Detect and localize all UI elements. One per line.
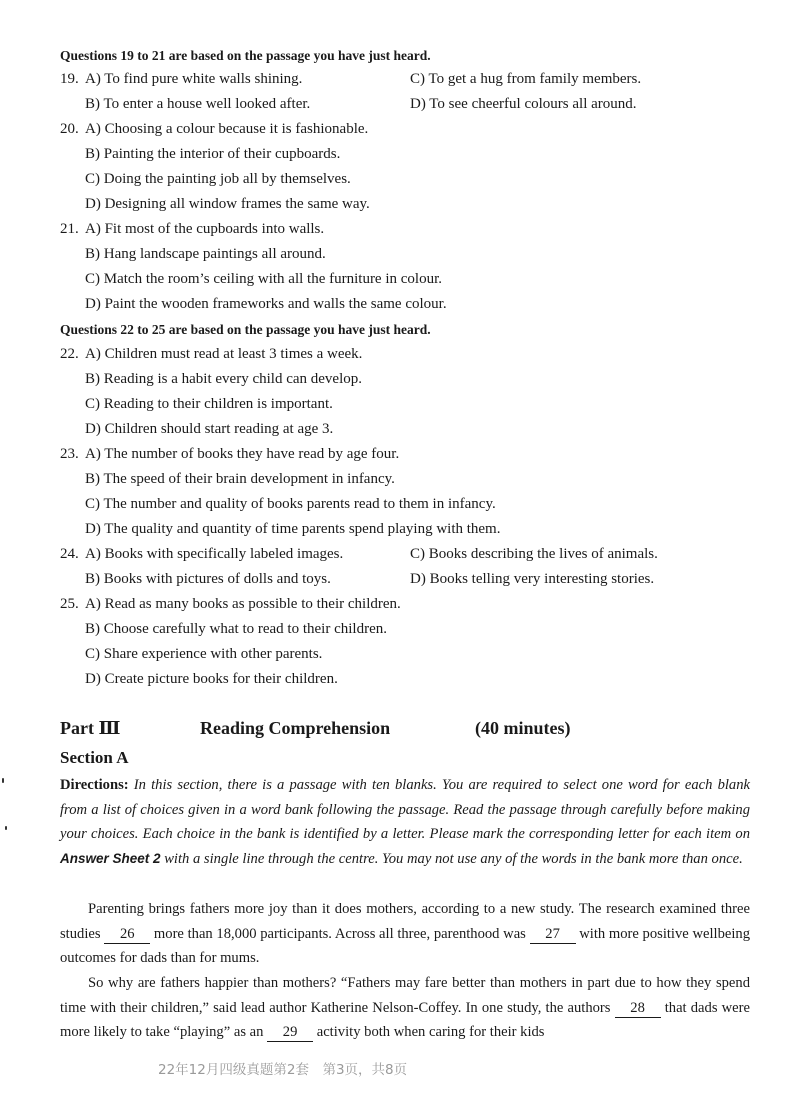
q19-option-b: B) To enter a house well looked after. <box>85 96 311 112</box>
q22-option-a: A) Children must read at least 3 times a week. <box>85 346 363 362</box>
questions-22-25-header: Questions 22 to 25 are based on the passage you have just heard. <box>60 322 431 337</box>
passage-p2-s3: activity both when caring for their kids <box>313 1024 545 1041</box>
page-footer: 22年12月四级真题第2套 第3页，共8页 <box>158 1062 408 1078</box>
question-19-number: 19. <box>60 71 79 87</box>
blank-27: 27 <box>530 925 576 944</box>
directions-label: Directions: <box>60 777 129 793</box>
q25-option-d: D) Create picture books for their children. <box>85 671 338 687</box>
q24-option-c: C) Books describing the lives of animals. <box>410 546 658 562</box>
question-21-number: 21. <box>60 221 79 237</box>
passage-p2-s2: that dads were more likely to take “playing” as an <box>60 999 750 1041</box>
question-25-number: 25. <box>60 596 79 612</box>
q19-option-d: D) To see cheerful colours all around. <box>410 96 637 112</box>
part-label: Part Ⅲ <box>60 718 121 738</box>
directions-text-1: In this section, there is a passage with ten blanks. You are required to select one word for each blank from a list of choices given in a word bank following the passage. Read the passage through carefully before making your choices. Each choice in the bank is identified by a letter. Please mark the corresponding letter for each item on <box>60 777 750 843</box>
q19-option-c: C) To get a hug from family members. <box>410 71 642 87</box>
blank-29: 29 <box>267 1023 313 1042</box>
part-title: Reading Comprehension <box>200 718 391 738</box>
passage-p1-s2: more than 18,000 participants. Across all three, parenthood was <box>150 925 530 942</box>
q20-option-a: A) Choosing a colour because it is fashionable. <box>85 121 369 137</box>
directions-paragraph <box>60 773 750 871</box>
q25-option-a: A) Read as many books as possible to their children. <box>85 596 401 612</box>
question-23-number: 23. <box>60 446 79 462</box>
section-heading: Section A <box>60 748 129 767</box>
passage-paragraph-2 <box>60 971 750 1045</box>
q25-option-c: C) Share experience with other parents. <box>85 646 323 662</box>
q25-option-b: B) Choose carefully what to read to their children. <box>85 621 387 637</box>
question-24-number: 24. <box>60 546 79 562</box>
q21-option-b: B) Hang landscape paintings all around. <box>85 246 326 262</box>
q21-option-a: A) Fit most of the cupboards into walls. <box>85 221 325 237</box>
q21-option-d: D) Paint the wooden frameworks and walls the same colour. <box>85 296 447 312</box>
q20-option-d: D) Designing all window frames the same way. <box>85 196 370 212</box>
directions-text-2: with a single line through the centre. You may not use any of the words in the bank more than once. <box>160 850 743 867</box>
q21-option-c: C) Match the room’s ceiling with all the furniture in colour. <box>85 271 443 287</box>
q24-option-a: A) Books with specifically labeled images. <box>85 546 344 562</box>
q22-option-c: C) Reading to their children is important. <box>85 396 333 412</box>
answer-sheet-ref: Answer Sheet 2 <box>60 850 161 866</box>
scan-speck <box>2 778 4 783</box>
q23-option-c: C) The number and quality of books parents read to them in infancy. <box>85 496 496 512</box>
scan-speck <box>5 826 7 830</box>
blank-26: 26 <box>104 925 150 944</box>
q20-option-b: B) Painting the interior of their cupboards. <box>85 146 341 162</box>
questions-19-21-header: Questions 19 to 21 are based on the passage you have just heard. <box>60 48 431 63</box>
q24-option-d: D) Books telling very interesting stories. <box>410 571 655 587</box>
blank-28: 28 <box>615 999 661 1018</box>
q23-option-d: D) The quality and quantity of time parents spend playing with them. <box>85 521 501 537</box>
q23-option-b: B) The speed of their brain development in infancy. <box>85 471 395 487</box>
question-20-number: 20. <box>60 121 79 137</box>
q23-option-a: A) The number of books they have read by age four. <box>85 446 400 462</box>
passage-paragraph-1 <box>60 897 750 971</box>
q20-option-c: C) Doing the painting job all by themselves. <box>85 171 351 187</box>
passage-p1-s3: with more positive wellbeing outcomes for dads than for mums. <box>60 925 751 967</box>
q24-option-b: B) Books with pictures of dolls and toys. <box>85 571 331 587</box>
question-22-number: 22. <box>60 346 79 362</box>
part-time: (40 minutes) <box>475 718 571 738</box>
q22-option-b: B) Reading is a habit every child can develop. <box>85 371 362 387</box>
passage-p2-s1: So why are fathers happier than mothers? “Fathers may fare better than mothers in part due to how they spend time with their children,” said lead author Katherine Nelson-Coffey. In one study, the authors <box>60 975 750 1016</box>
q19-option-a: A) To find pure white walls shining. <box>85 71 303 87</box>
passage-p1-s1: Parenting brings fathers more joy than it does mothers, according to a new study. The research examined three studies <box>60 901 750 942</box>
q22-option-d: D) Children should start reading at age 3. <box>85 421 334 437</box>
